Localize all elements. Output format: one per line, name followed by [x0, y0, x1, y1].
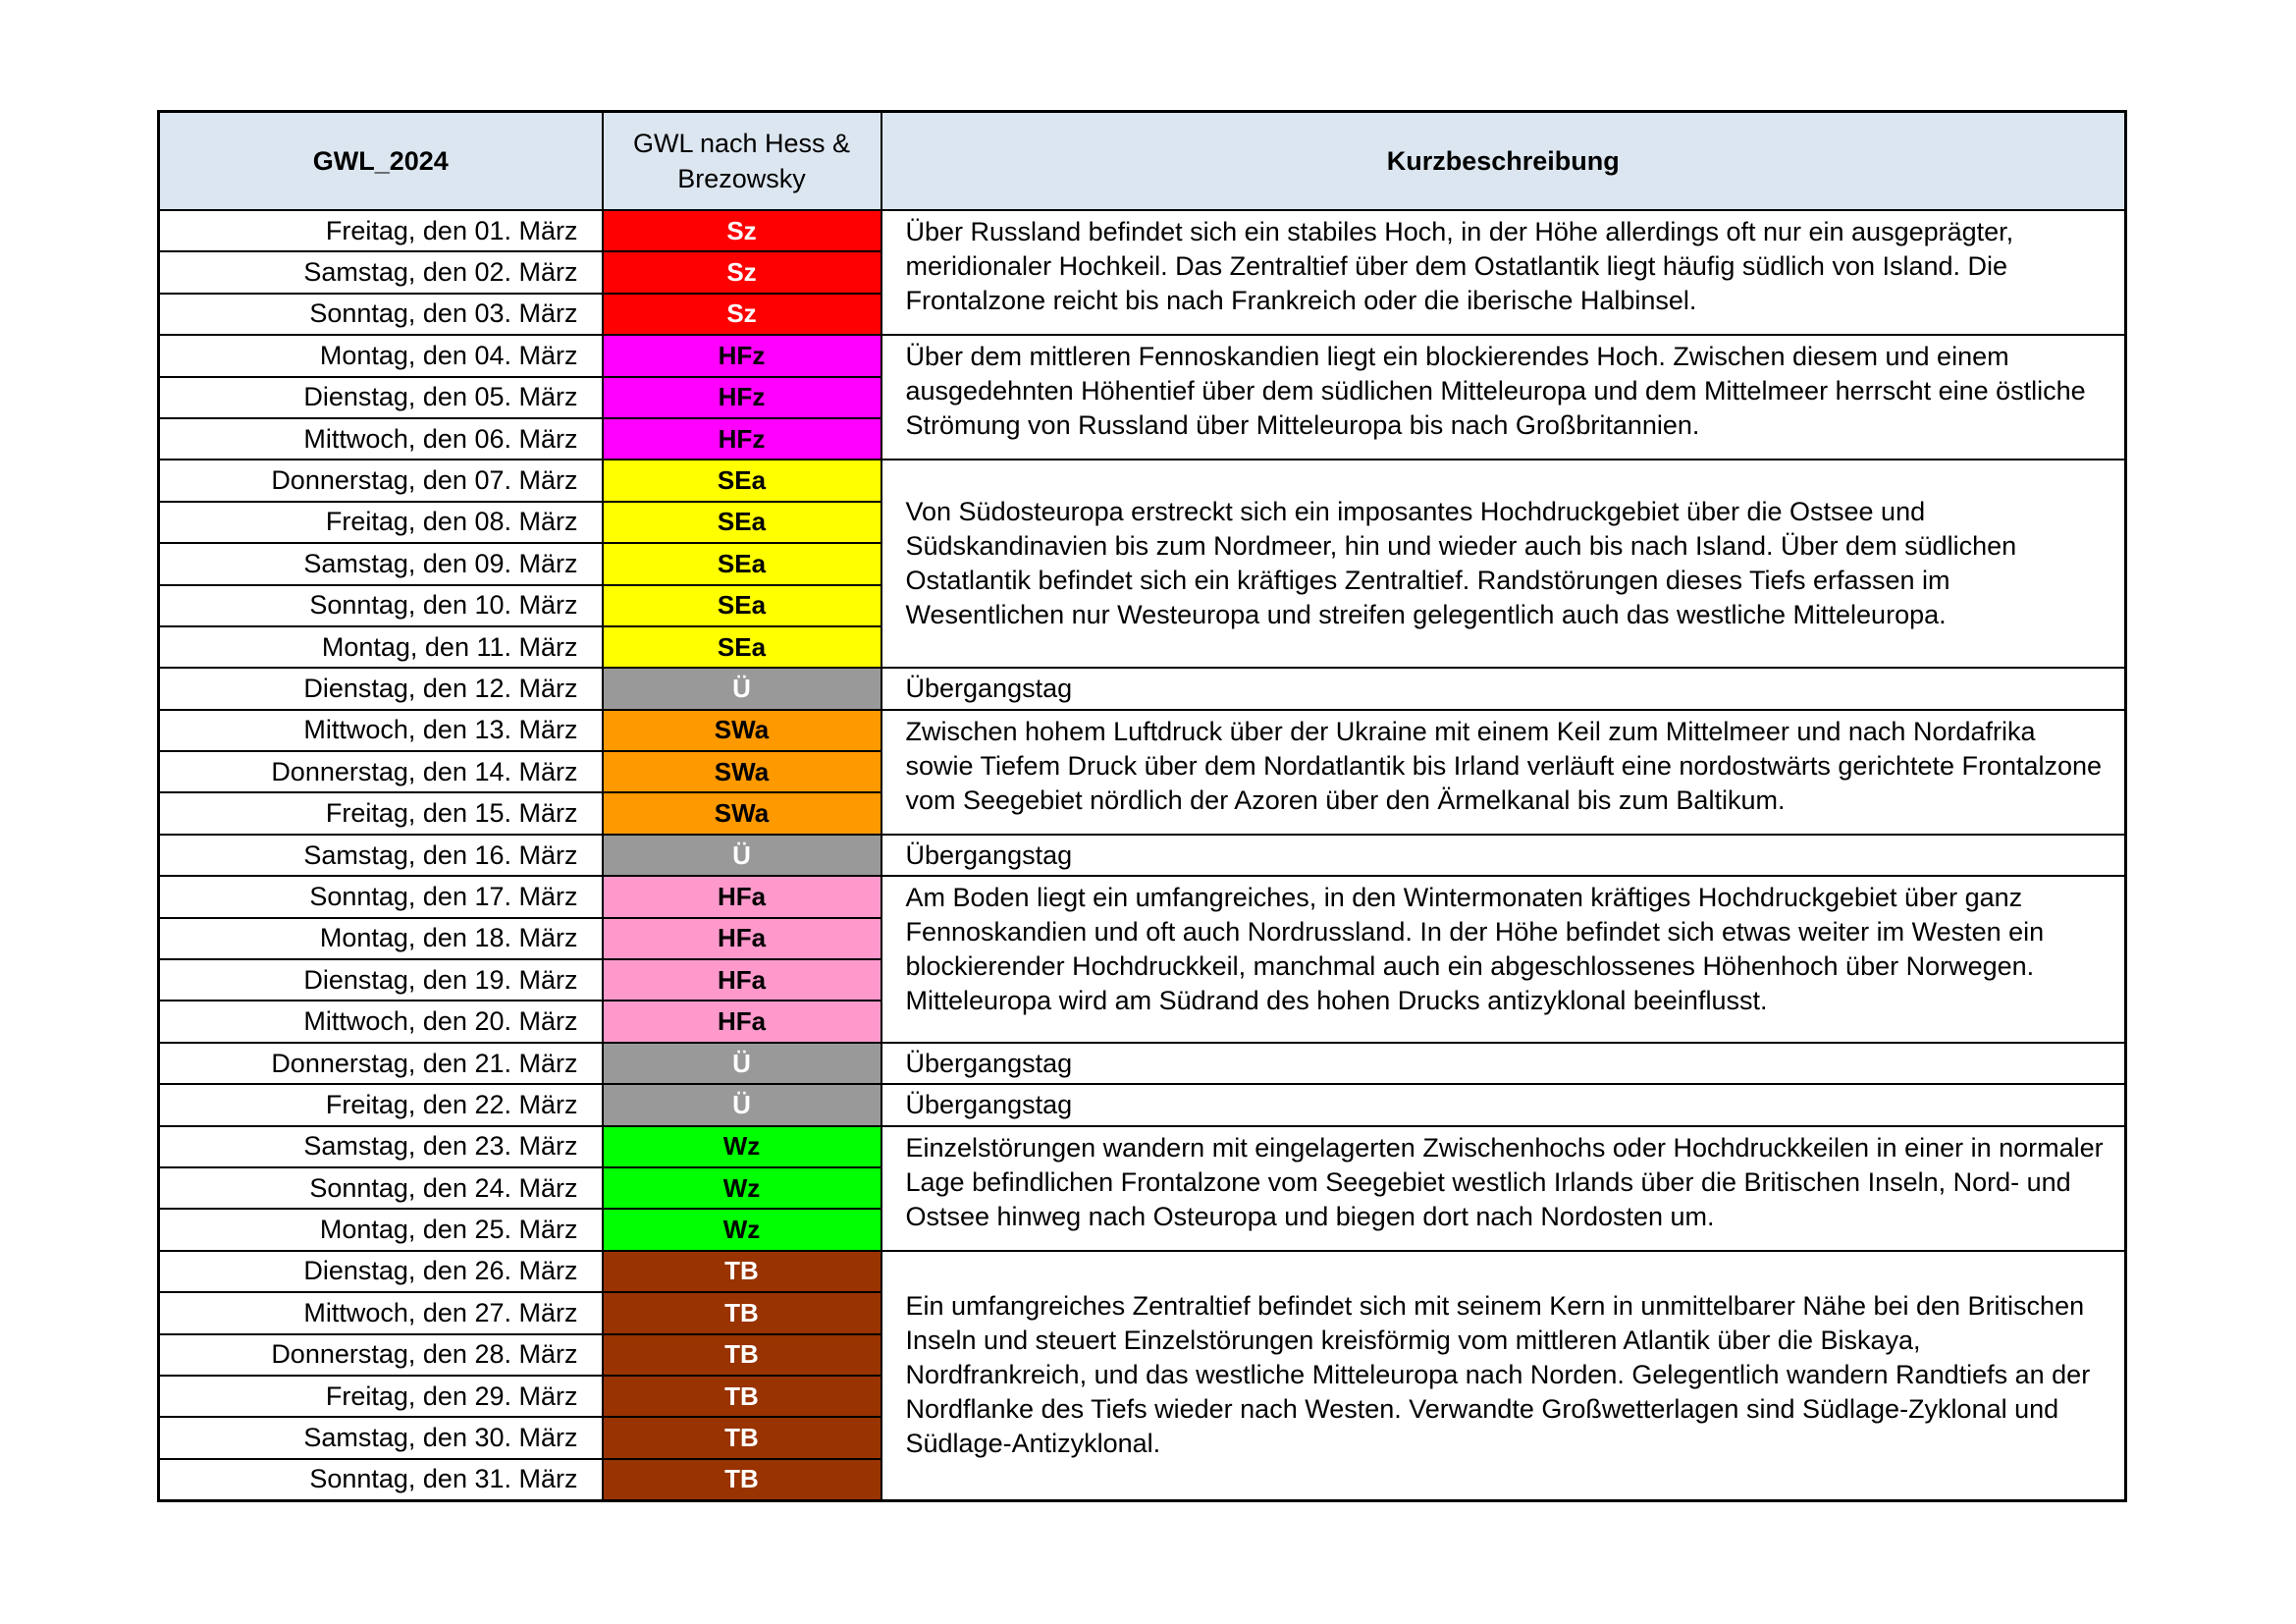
- date-cell: Mittwoch, den 27. März: [159, 1292, 603, 1333]
- header-row: [159, 112, 2126, 211]
- gwl-code-cell: TB: [603, 1376, 881, 1417]
- date-cell: Donnerstag, den 07. März: [159, 460, 603, 501]
- table-row: [159, 210, 2126, 251]
- table-body: [159, 210, 2126, 1500]
- date-cell: Samstag, den 30. März: [159, 1417, 603, 1458]
- date-cell: Freitag, den 08. März: [159, 502, 603, 543]
- gwl-code-cell: Wz: [603, 1167, 881, 1209]
- gwl-code-cell: Sz: [603, 210, 881, 251]
- description-cell: Übergangstag: [881, 1043, 2126, 1084]
- date-cell: Montag, den 11. März: [159, 626, 603, 668]
- table-header: [159, 112, 2126, 211]
- table-row: [159, 1126, 2126, 1167]
- table-row: [159, 1084, 2126, 1125]
- header-description: Kurzbeschreibung: [881, 112, 2126, 211]
- gwl-code-cell: Ü: [603, 835, 881, 876]
- date-cell: Freitag, den 01. März: [159, 210, 603, 251]
- gwl-code-cell: SEa: [603, 502, 881, 543]
- description-cell: Über Russland befindet sich ein stabiles Hoch, in der Höhe allerdings oft nur ein ausgeprägter, meridionaler Hochkeil. Das Zentraltief über dem Ostatlantik liegt häufig südlich von Island. Die Frontalzone reicht bis nach Frankreich oder die iberische Halbinsel.: [881, 210, 2126, 335]
- gwl-code-cell: HFa: [603, 959, 881, 1001]
- header-gwl: [603, 112, 881, 211]
- gwl-code-cell: SWa: [603, 751, 881, 792]
- table-row: [159, 835, 2126, 876]
- date-cell: Samstag, den 16. März: [159, 835, 603, 876]
- description-cell: Übergangstag: [881, 668, 2126, 709]
- date-cell: Samstag, den 02. März: [159, 251, 603, 293]
- gwl-code-cell: SEa: [603, 585, 881, 626]
- description-cell: Über dem mittleren Fennoskandien liegt ein blockierendes Hoch. Zwischen diesem und einem ausgedehnten Höhentief über dem südlichen Mitteleuropa und dem Mittelmeer herrscht eine östliche Strömung von Russland über Mitteleuropa bis nach Großbritannien.: [881, 335, 2126, 460]
- gwl-table: [157, 110, 2127, 1502]
- date-cell: Montag, den 25. März: [159, 1209, 603, 1250]
- gwl-code-cell: HFz: [603, 335, 881, 376]
- date-cell: Mittwoch, den 13. März: [159, 710, 603, 751]
- date-cell: Donnerstag, den 14. März: [159, 751, 603, 792]
- gwl-code-cell: SEa: [603, 626, 881, 668]
- date-cell: Sonntag, den 03. März: [159, 294, 603, 335]
- date-cell: Samstag, den 23. März: [159, 1126, 603, 1167]
- date-cell: Sonntag, den 17. März: [159, 876, 603, 917]
- gwl-code-cell: Wz: [603, 1209, 881, 1250]
- description-cell: Übergangstag: [881, 1084, 2126, 1125]
- date-cell: Freitag, den 22. März: [159, 1084, 603, 1125]
- description-cell: Einzelstörungen wandern mit eingelagerten Zwischenhochs oder Hochdruckkeilen in einer in normaler Lage befindlichen Frontalzone vom Seegebiet westlich Irlands über die Britischen Inseln, Nord- und Ostsee hinweg nach Osteuropa und biegen dort nach Nordosten um.: [881, 1126, 2126, 1251]
- table-row: [159, 335, 2126, 376]
- date-cell: Sonntag, den 10. März: [159, 585, 603, 626]
- table-row: [159, 1043, 2126, 1084]
- description-cell: Ein umfangreiches Zentraltief befindet sich mit seinem Kern in unmittelbarer Nähe bei den Britischen Inseln und steuert Einzelstörungen kreisförmig vom mittleren Atlantik über die Biskaya, Nordfrankreich, und das westliche Mitteleuropa nach Norden. Gelegentlich wandern Randtiefs an der Nordflanke des Tiefs wieder nach Westen. Verwandte Großwetterlagen sind Südlage-Zyklonal und Südlage-Antizyklonal.: [881, 1251, 2126, 1500]
- description-cell: Von Südosteuropa erstreckt sich ein imposantes Hochdruckgebiet über die Ostsee und Südskandinavien bis zum Nordmeer, hin und wieder auch bis nach Island. Über dem südlichen Ostatlantik befindet sich ein kräftiges Zentraltief. Randstörungen dieses Tiefs erfassen im Wesentlichen nur Westeuropa und streifen gelegentlich auch das westliche Mitteleuropa.: [881, 460, 2126, 668]
- table-row: [159, 668, 2126, 709]
- description-cell: Am Boden liegt ein umfangreiches, in den Wintermonaten kräftiges Hochdruckgebiet über ganz Fennoskandien und oft auch Nordrussland. In der Höhe befindet sich etwas weiter im Westen ein blockierender Hochdruckkeil, manchmal auch ein abgeschlossenes Höhenhoch über Norwegen. Mitteleuropa wird am Südrand des hohen Drucks antizyklonal beeinflusst.: [881, 876, 2126, 1043]
- gwl-code-cell: SEa: [603, 460, 881, 501]
- gwl-code-cell: Ü: [603, 1084, 881, 1125]
- gwl-code-cell: Sz: [603, 294, 881, 335]
- date-cell: Samstag, den 09. März: [159, 543, 603, 584]
- date-cell: Montag, den 04. März: [159, 335, 603, 376]
- header-gwl-line2: Brezowsky: [677, 164, 806, 193]
- date-cell: Dienstag, den 19. März: [159, 959, 603, 1001]
- gwl-code-cell: HFa: [603, 876, 881, 917]
- gwl-code-cell: TB: [603, 1459, 881, 1500]
- gwl-code-cell: TB: [603, 1334, 881, 1376]
- gwl-code-cell: HFa: [603, 918, 881, 959]
- header-date: GWL_2024: [159, 112, 603, 211]
- date-cell: Sonntag, den 31. März: [159, 1459, 603, 1500]
- date-cell: Donnerstag, den 21. März: [159, 1043, 603, 1084]
- date-cell: Dienstag, den 12. März: [159, 668, 603, 709]
- description-cell: Zwischen hohem Luftdruck über der Ukraine mit einem Keil zum Mittelmeer und nach Nordafrika sowie Tiefem Druck über dem Nordatlantik bis Irland verläuft eine nordostwärts gerichtete Frontalzone vom Seegebiet nördlich der Azoren über den Ärmelkanal bis zum Baltikum.: [881, 710, 2126, 835]
- date-cell: Donnerstag, den 28. März: [159, 1334, 603, 1376]
- date-cell: Mittwoch, den 06. März: [159, 418, 603, 460]
- date-cell: Freitag, den 15. März: [159, 792, 603, 834]
- gwl-code-cell: TB: [603, 1292, 881, 1333]
- header-gwl-line1: GWL nach Hess &: [632, 129, 851, 158]
- date-cell: Montag, den 18. März: [159, 918, 603, 959]
- gwl-code-cell: Ü: [603, 668, 881, 709]
- gwl-code-cell: SEa: [603, 543, 881, 584]
- gwl-code-cell: TB: [603, 1417, 881, 1458]
- gwl-code-cell: HFz: [603, 377, 881, 418]
- table-row: [159, 460, 2126, 501]
- table-row: [159, 876, 2126, 917]
- date-cell: Sonntag, den 24. März: [159, 1167, 603, 1209]
- gwl-code-cell: Sz: [603, 251, 881, 293]
- gwl-code-cell: SWa: [603, 792, 881, 834]
- gwl-code-cell: Ü: [603, 1043, 881, 1084]
- gwl-code-cell: Wz: [603, 1126, 881, 1167]
- gwl-code-cell: HFz: [603, 418, 881, 460]
- gwl-code-cell: SWa: [603, 710, 881, 751]
- gwl-code-cell: HFa: [603, 1001, 881, 1042]
- table-row: [159, 710, 2126, 751]
- date-cell: Dienstag, den 05. März: [159, 377, 603, 418]
- date-cell: Dienstag, den 26. März: [159, 1251, 603, 1292]
- date-cell: Mittwoch, den 20. März: [159, 1001, 603, 1042]
- date-cell: Freitag, den 29. März: [159, 1376, 603, 1417]
- description-cell: Übergangstag: [881, 835, 2126, 876]
- gwl-code-cell: TB: [603, 1251, 881, 1292]
- table-row: [159, 1251, 2126, 1292]
